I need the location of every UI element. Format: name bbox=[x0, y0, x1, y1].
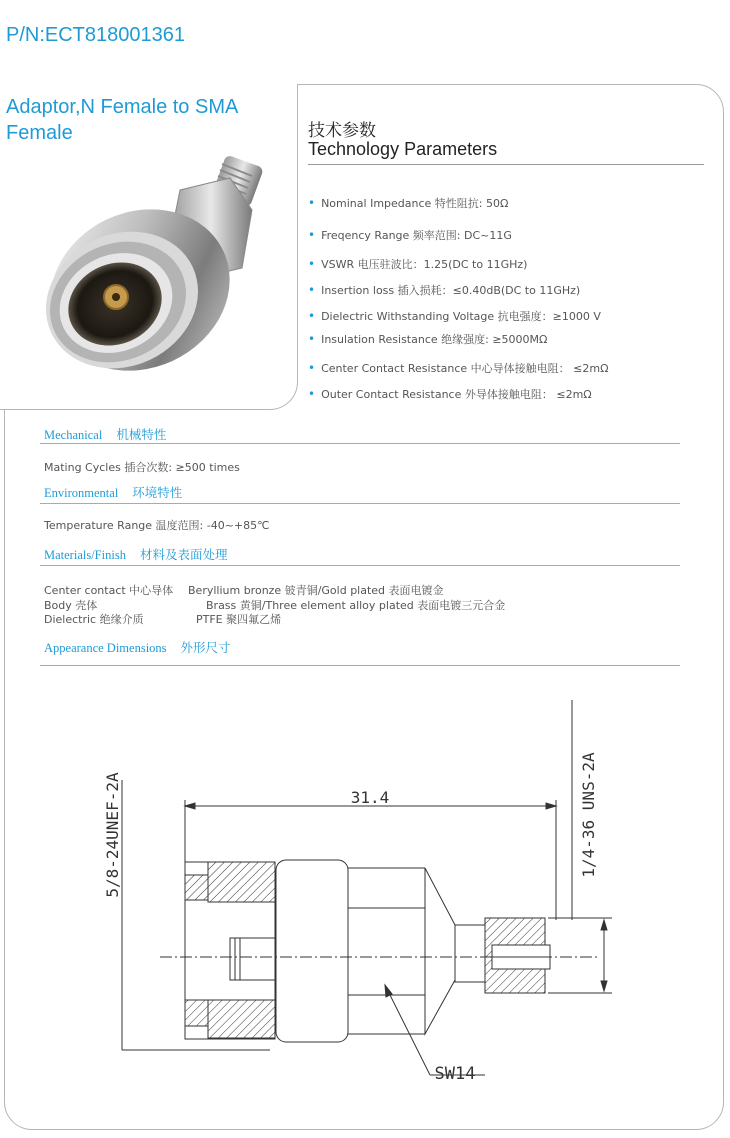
temperature-range: Temperature Range 温度范围: -40~+85℃ bbox=[44, 519, 270, 532]
mating-cycles: Mating Cycles 插合次数: ≥500 times bbox=[44, 461, 240, 474]
param-item: • Freqency Range 频率范围: DC~11G bbox=[308, 228, 512, 242]
right-thread-spec: 1/4-36 UNS-2A bbox=[579, 752, 598, 878]
param-item: • Nominal Impedance 特性阻抗: 50Ω bbox=[308, 196, 509, 210]
left-thread-spec: 5/8-24UNEF-2A bbox=[103, 772, 122, 898]
divider bbox=[40, 665, 680, 666]
dimension-drawing bbox=[80, 680, 660, 1100]
param-item: • Insulation Resistance 绝缘强度: ≥5000MΩ bbox=[308, 332, 548, 346]
param-item: • Outer Contact Resistance 外导体接触电阻： ≤2mΩ bbox=[308, 387, 592, 401]
part-number: P/N:ECT818001361 bbox=[6, 24, 186, 46]
divider bbox=[40, 565, 680, 566]
product-photo bbox=[30, 150, 270, 390]
tech-params-title-en: Technology Parameters bbox=[308, 139, 498, 159]
material-label: Body 壳体 bbox=[44, 599, 98, 612]
material-value: Brass 黄铜/Three element alloy plated 表面电镀三元合金 bbox=[206, 599, 506, 612]
section-title-materials: Materials/Finish 材料及表面处理 bbox=[44, 547, 228, 562]
divider bbox=[40, 503, 680, 504]
material-label: Center contact 中心导体 bbox=[44, 584, 174, 597]
section-title-mechanical: Mechanical 机械特性 bbox=[44, 427, 167, 442]
material-value: PTFE 聚四氟乙烯 bbox=[196, 613, 282, 626]
divider bbox=[40, 443, 680, 444]
param-item: • Insertion loss 插入损耗：≤0.40dB(DC to 11GHz) bbox=[308, 283, 581, 297]
length-dimension: 31.4 bbox=[350, 788, 390, 807]
param-item: • VSWR 电压驻波比：1.25(DC to 11GHz) bbox=[308, 257, 528, 271]
product-title: Adaptor,N Female to SMA Female bbox=[6, 96, 238, 144]
param-item: • Center Contact Resistance 中心导体接触电阻： ≤2mΩ bbox=[308, 361, 609, 375]
param-item: • Dielectric Withstanding Voltage 抗电强度：≥1000 V bbox=[308, 309, 601, 323]
material-label: Dielectric 绝缘介质 bbox=[44, 613, 144, 626]
tech-params-title-cn: 技术参数 bbox=[308, 121, 376, 141]
section-title-appearance: Appearance Dimensions 外形尺寸 bbox=[44, 640, 231, 655]
material-value: Beryllium bronze 铍青铜/Gold plated 表面电镀金 bbox=[188, 584, 444, 597]
wrench-size: SW14 bbox=[434, 1064, 476, 1084]
section-title-environmental: Environmental 环境特性 bbox=[44, 485, 183, 500]
divider bbox=[308, 164, 704, 165]
